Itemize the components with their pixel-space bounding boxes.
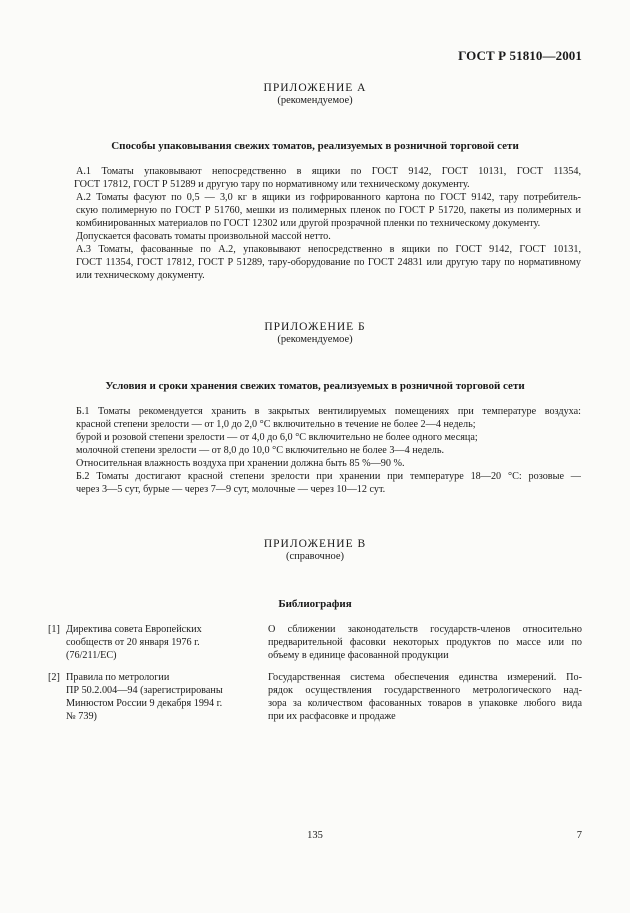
- title-line: О сближении законодательств государств-членов относительно: [268, 624, 582, 635]
- body-line: ГОСТ 11354, ГОСТ 17812, ГОСТ Р 51289, тару-оборудование по ГОСТ 24831 или другую тару по нормативному: [76, 257, 581, 268]
- body-line: А.3 Томаты, фасованные по А.2, упаковывают непосредственно в ящики по ГОСТ 9142, ГОСТ 10131,: [76, 244, 581, 255]
- appendix-b-subtitle: (рекомендуемое): [277, 334, 353, 345]
- body-line: ГОСТ 17812, ГОСТ Р 51289 и другую тару по нормативному или техническому документу.: [74, 179, 470, 190]
- body-line: Б.2 Томаты достигают красной степени зрелости при хранении при температуре 18—20 °С: розовые —: [76, 471, 581, 482]
- standard-code: ГОСТ Р 51810—2001: [458, 48, 582, 63]
- bibliography-entry-source: [66, 671, 252, 723]
- source-line: (76/211/ЕС): [66, 650, 117, 661]
- body-line: или техническому документу.: [76, 270, 205, 281]
- body-line: А.2 Томаты фасуют по 0,5 — 3,0 кг в ящики из гофрированного картона по ГОСТ 9142, тару потребитель-: [76, 192, 581, 203]
- appendix-b-title: ПРИЛОЖЕНИЕ Б: [264, 321, 366, 333]
- title-line: рядок осуществления государственного метрологического над-: [268, 685, 582, 696]
- body-line: через 3—5 сут, бурые — через 7—9 сут, молочные — через 10—12 сут.: [76, 484, 386, 495]
- page-number: 135: [307, 830, 323, 841]
- appendix-a-subtitle: (рекомендуемое): [277, 95, 353, 106]
- bibliography-entry-title: [268, 623, 582, 662]
- appendix-b-heading: Условия и сроки хранения свежих томатов, реализуемых в розничной торговой сети: [105, 380, 525, 392]
- source-line: сообществ от 20 января 1976 г.: [66, 637, 200, 648]
- body-line: молочной степени зрелости — от 8,0 до 10,0 °С включительно не более 3—4 недель.: [76, 445, 445, 456]
- title-line: зора за количеством фасованных товаров в упаковке любого вида: [268, 698, 582, 709]
- appendix-v-subtitle: (справочное): [286, 551, 344, 562]
- body-line: Допускается фасовать томаты произвольной массой нетто.: [76, 231, 331, 242]
- appendix-b-body: [76, 405, 581, 496]
- appendix-a-title: ПРИЛОЖЕНИЕ А: [263, 82, 367, 94]
- bibliography-entry-source: [66, 623, 252, 662]
- title-line: Государственная система обеспечения единства измерений. По-: [268, 672, 582, 683]
- title-line: при их расфасовке и продаже: [268, 711, 396, 722]
- bibliography-heading: Библиография: [278, 598, 352, 610]
- source-line: Директива совета Европейских: [66, 624, 202, 635]
- appendix-a-body: [76, 165, 581, 282]
- body-line: Б.1 Томаты рекомендуется хранить в закрытых вентилируемых помещениях при температуре воздуха:: [76, 406, 581, 417]
- appendix-a-heading: Способы упаковывания свежих томатов, реализуемых в розничной торговой сети: [111, 140, 519, 152]
- title-line: объему в единице фасованной продукции: [268, 650, 449, 661]
- bibliography-entry-title: [268, 671, 582, 723]
- source-line: ПР 50.2.004—94 (зарегистрированы: [66, 685, 223, 696]
- body-line: комбинированных материалов по ГОСТ 12302 или другой прозрачной пленки по техническому документу.: [76, 218, 541, 229]
- source-line: № 739): [66, 711, 97, 722]
- source-line: Правила по метрологии: [66, 672, 170, 683]
- bibliography-entry-number: [1]: [48, 624, 60, 635]
- body-line: бурой и розовой степени зрелости — от 4,0 до 6,0 °С включительно не более одного месяца;: [76, 432, 478, 443]
- source-line: Минюстом России 9 декабря 1994 г.: [66, 698, 223, 709]
- appendix-v-title: ПРИЛОЖЕНИЕ В: [263, 538, 367, 550]
- body-line: А.1 Томаты упаковывают непосредственно в ящики по ГОСТ 9142, ГОСТ 10131, ГОСТ 11354,: [76, 166, 581, 177]
- body-line: скую полимерную по ГОСТ Р 51760, мешки из полимерных пленок по ГОСТ Р 51720, пакеты из полимерных и: [76, 205, 581, 216]
- title-line: предварительной фасовки некоторых продуктов по массе или по: [268, 637, 582, 648]
- sheet-number: 7: [576, 830, 582, 841]
- body-line: Относительная влажность воздуха при хранении должна быть 85 %—90 %.: [76, 458, 405, 469]
- body-line: красной степени зрелости — от 1,0 до 2,0 °С включительно в течение не более 2—4 недель;: [76, 419, 476, 430]
- bibliography-entry-number: [2]: [48, 672, 60, 683]
